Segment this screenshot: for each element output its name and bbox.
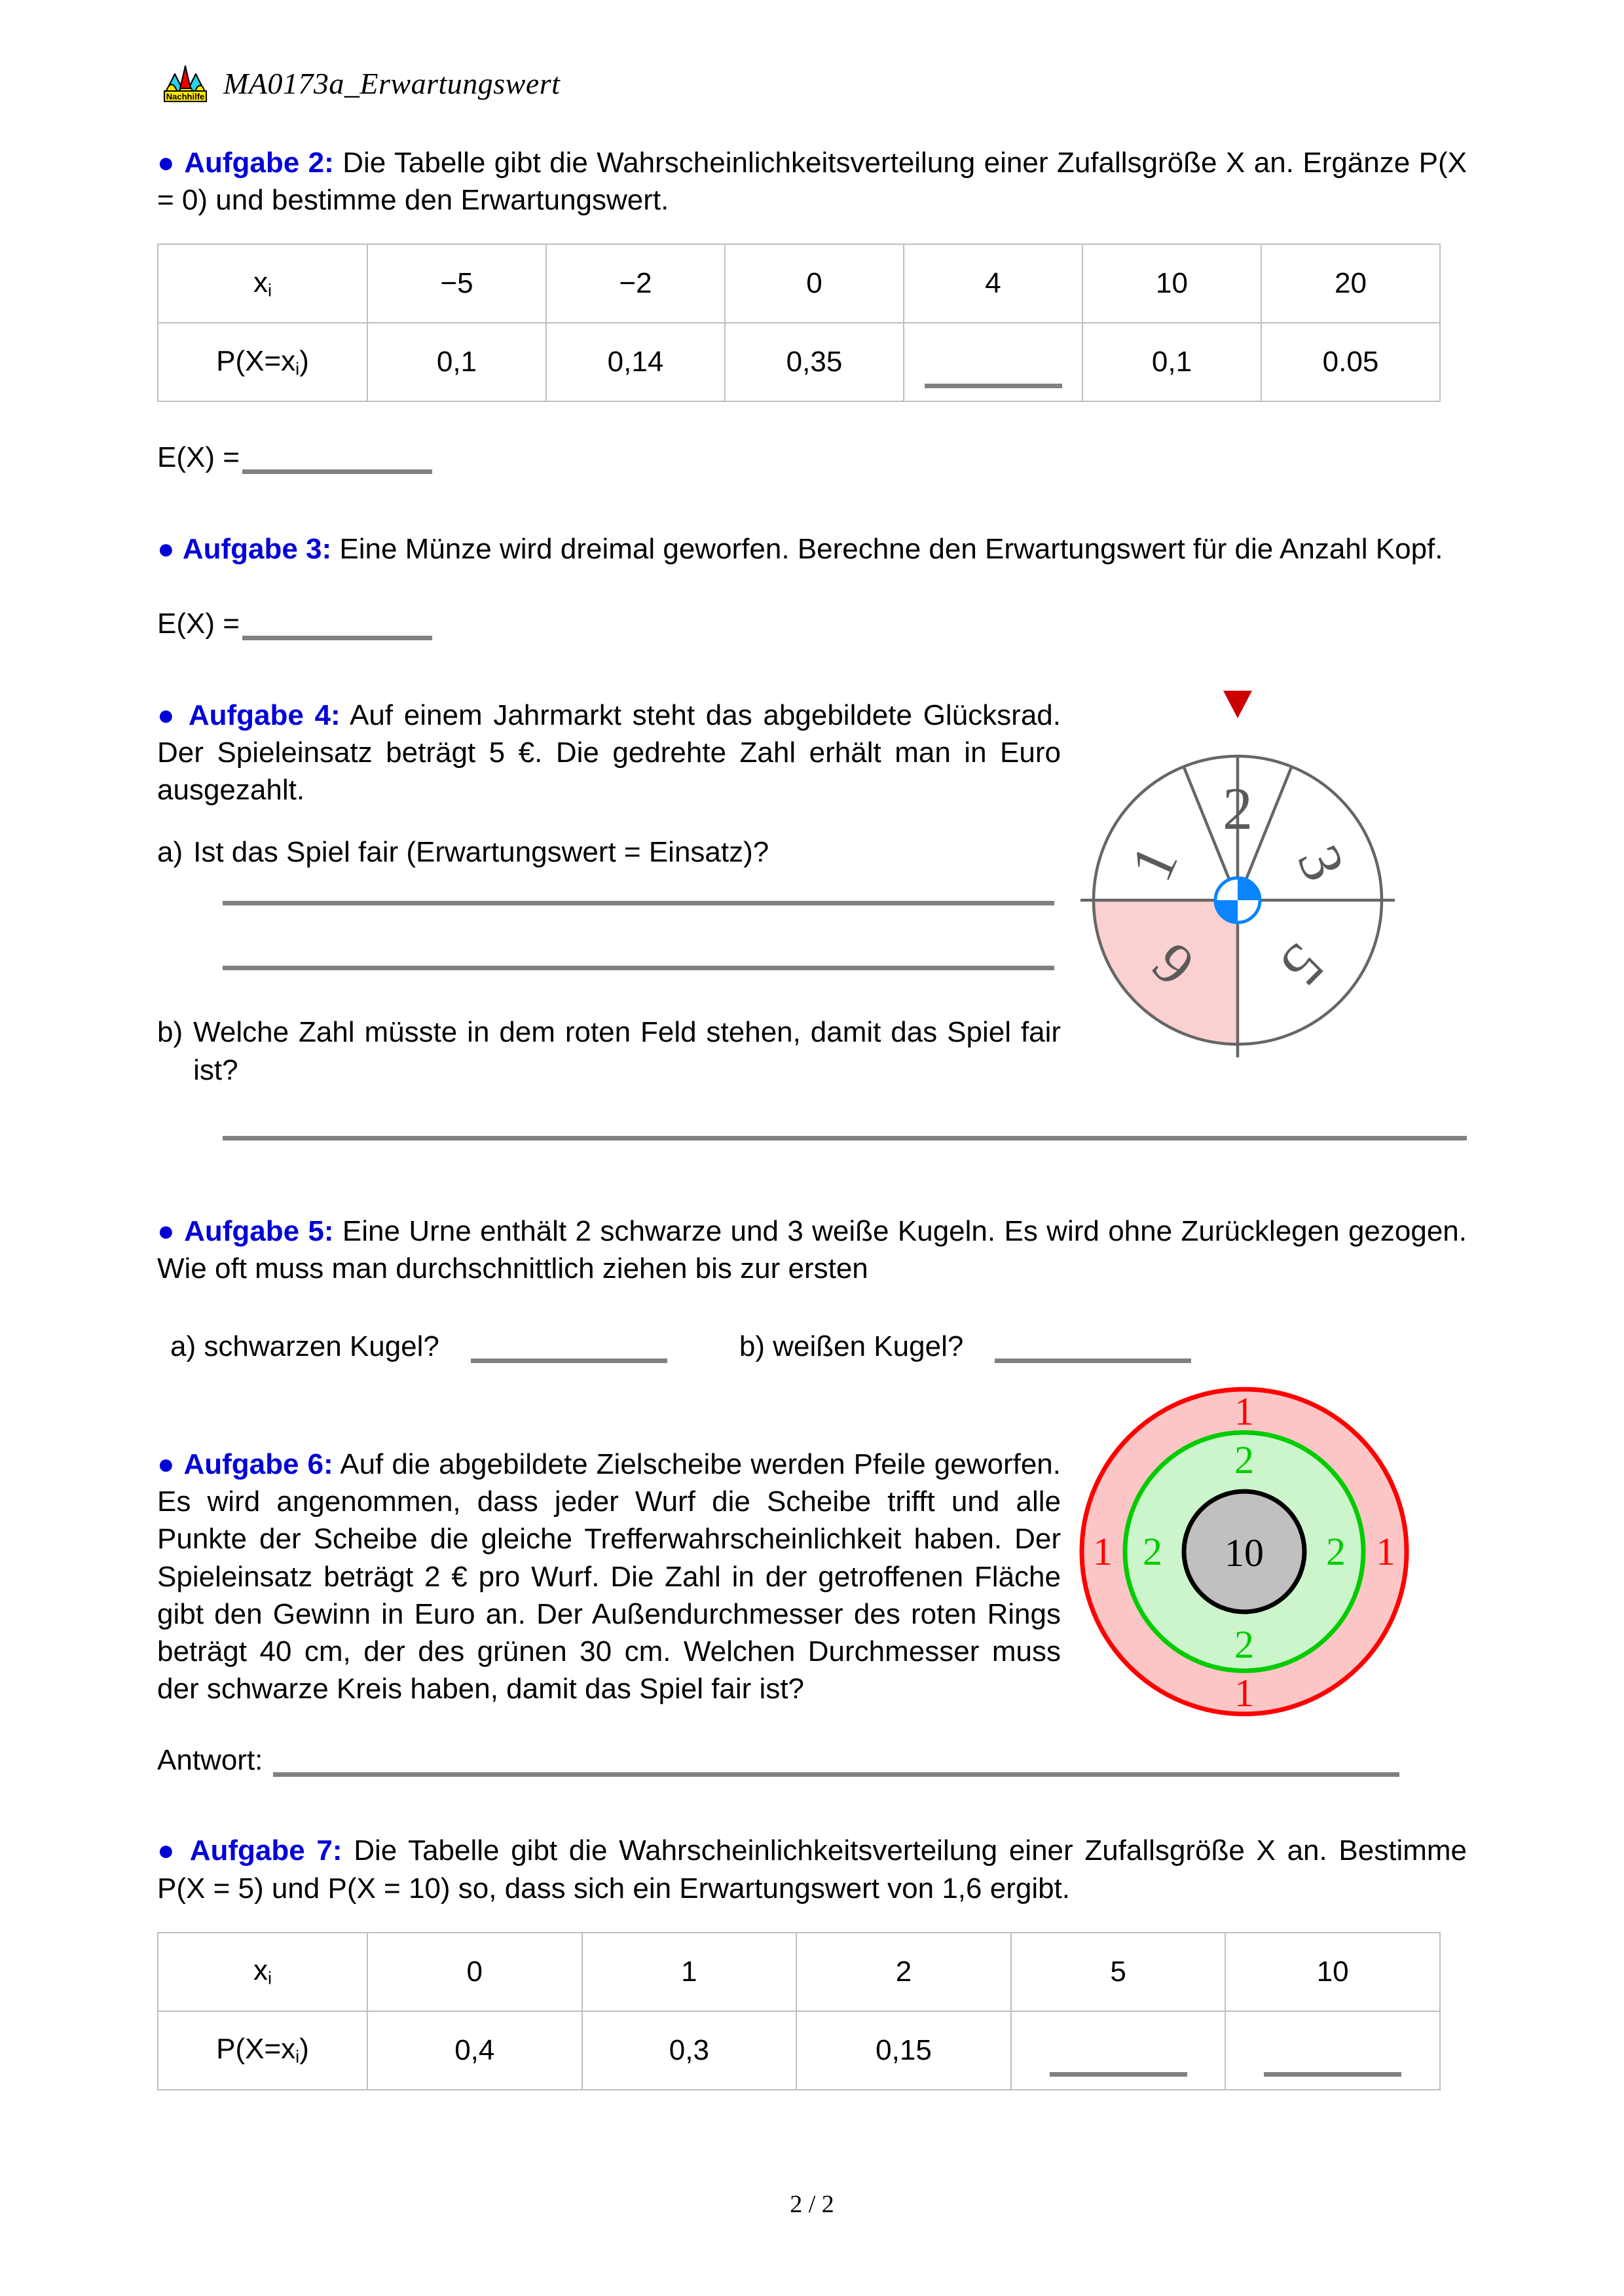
table2-xi-cell: 10 <box>1225 1933 1440 2011</box>
page-header <box>162 62 560 104</box>
task-3-paragraph <box>157 530 1467 568</box>
spinner-pointer-icon <box>1223 691 1252 718</box>
task-4b-text: Welche Zahl müsste in dem roten Feld stehen, damit das Spiel fair ist? <box>193 1016 1061 1086</box>
task-4-bullet: ● <box>157 699 178 731</box>
task-4a-label: a) <box>157 836 183 869</box>
table2-p-cell[interactable]: 0,4 <box>367 2011 582 2090</box>
wheel-sector-label-1: 1 <box>1117 835 1191 890</box>
task-4-text: Auf einem Jahrmarkt steht das abgebildete Glücksrad. Der Spieleinsatz beträgt 5 €. Die gedrehte Zahl erhält man in Euro ausgezahlt. <box>157 699 1061 806</box>
task-3-bullet: ● <box>157 533 175 566</box>
answer-line-4a-1[interactable] <box>223 901 1054 905</box>
table1-p-cell[interactable]: 0,1 <box>367 323 546 401</box>
target-label-outer-bottom: 1 <box>1234 1671 1254 1715</box>
document-title: MA0173a_Erwartungswert <box>223 66 561 100</box>
task-7-paragraph <box>157 1832 1467 1906</box>
distribution-table-2 <box>157 1932 1441 2090</box>
table-row <box>158 1933 1440 2011</box>
target-label-center: 10 <box>1225 1531 1264 1575</box>
table1-p-cell[interactable]: 0.05 <box>1261 323 1440 401</box>
table2-xi-header: $x_i$ <box>158 1933 367 2011</box>
task-5-subquestions <box>157 1330 1467 1363</box>
target-label-middle-left: 2 <box>1143 1530 1162 1573</box>
task-6-paragraph <box>157 1446 1061 1707</box>
table2-p-cell[interactable]: 0,3 <box>582 2011 797 2090</box>
table2-p-cell-blank[interactable] <box>1011 2011 1226 2090</box>
target-label-middle-right: 2 <box>1326 1530 1346 1573</box>
task-7-text: Die Tabelle gibt die Wahrscheinlichkeitsverteilung einer Zufallsgröße X an. Bestimme P(X = 5) und P(X = 10) so, dass sich ein Erwartungswert von 1,6 ergibt. <box>157 1834 1467 1904</box>
target-label-middle-bottom: 2 <box>1234 1623 1254 1666</box>
task-5b-text: b) weißen Kugel? <box>739 1330 964 1363</box>
table1-p-header: $P(X=x_i)$ <box>158 323 367 401</box>
task-4-paragraph <box>157 697 1061 809</box>
answer-blank[interactable] <box>925 384 1062 388</box>
task-4-label: Aufgabe 4: <box>188 699 341 731</box>
wheel-sector-label-6: 6 <box>1138 930 1208 1000</box>
task-7-bullet: ● <box>157 1834 179 1867</box>
table1-xi-cell: 4 <box>904 244 1082 323</box>
answer-blank[interactable] <box>1050 2072 1187 2077</box>
answer-line-6[interactable] <box>273 1772 1399 1777</box>
svg-text:Nachhilfe: Nachhilfe <box>166 92 205 101</box>
table1-xi-cell: −2 <box>546 244 725 323</box>
table2-xi-cell: 2 <box>796 1933 1011 2011</box>
answer-line-4b[interactable] <box>223 1136 1467 1140</box>
task-4a <box>157 833 1061 871</box>
table2-p-cell-blank[interactable] <box>1225 2011 1440 2090</box>
task-3-label: Aufgabe 3: <box>182 533 332 566</box>
task-5a-text: a) schwarzen Kugel? <box>170 1330 439 1363</box>
table1-xi-cell: 10 <box>1082 244 1261 323</box>
task-2-paragraph <box>157 144 1467 219</box>
table1-p-cell[interactable]: 0,35 <box>725 323 904 401</box>
target-label-outer-left: 1 <box>1093 1530 1113 1573</box>
task-5-label: Aufgabe 5: <box>184 1214 334 1247</box>
task-2-text: Die Tabelle gibt die Wahrscheinlichkeitsverteilung einer Zufallsgröße X an. Ergänze P(X = 0) und bestimme den Erwartungswert. <box>157 147 1467 217</box>
wheel-hub-icon <box>1215 878 1260 922</box>
task-4a-text: Ist das Spiel fair (Erwartungswert = Einsatz)? <box>193 836 769 869</box>
task-7-label: Aufgabe 7: <box>189 1834 342 1867</box>
wheel-sector-label-5: 5 <box>1268 930 1337 1000</box>
answer-label: Antwort: <box>157 1744 263 1777</box>
table-row <box>158 244 1440 323</box>
expected-value-line-task3 <box>157 608 1467 640</box>
answer-blank-5b[interactable] <box>995 1358 1191 1363</box>
target-figure <box>1074 1378 1414 1725</box>
target-label-middle-top: 2 <box>1234 1438 1254 1482</box>
worksheet-content <box>157 144 1467 2090</box>
wheel-sector-label-3: 3 <box>1284 835 1358 890</box>
answer-blank[interactable] <box>242 636 432 640</box>
task-2-label: Aufgabe 2: <box>184 147 334 179</box>
task-4b <box>157 1013 1061 1088</box>
table2-xi-cell: 0 <box>367 1933 582 2011</box>
distribution-table-1 <box>157 244 1441 402</box>
task-5-text: Eine Urne enthält 2 schwarze und 3 weiße Kugeln. Es wird ohne Zurücklegen gezogen. Wie oft muss man durchschnittlich ziehen bis zur ersten <box>157 1214 1467 1285</box>
ex-label: E(X) = <box>157 607 240 640</box>
task-6-bullet: ● <box>157 1448 175 1481</box>
spinner-wheel-figure <box>1074 684 1401 1057</box>
task-6-text: Auf die abgebildete Zielscheibe werden Pfeile geworfen. Es wird angenommen, dass jeder Wurf die Scheibe trifft und alle Punkte der Scheibe die gleiche Trefferwahrscheinlichkeit haben. Der Spieleinsatz beträgt 2 € pro Wurf. Die Zahl in der getroffenen Fläche gibt den Gewinn in Euro an. Der Außendurchmesser des roten Rings beträgt 40 cm, der des grünen 30 cm. Welchen Durchmesser muss der schwarze Kreis haben, damit das Spiel fair ist? <box>157 1448 1061 1705</box>
task-3-text: Eine Münze wird dreimal geworfen. Berechne den Erwartungswert für die Anzahl Kopf. <box>331 533 1443 566</box>
task-6-label: Aufgabe 6: <box>183 1448 333 1481</box>
table1-p-cell[interactable]: 0,1 <box>1082 323 1261 401</box>
table1-xi-cell: −5 <box>367 244 546 323</box>
table1-xi-cell: 20 <box>1261 244 1440 323</box>
table1-p-cell[interactable]: 0,14 <box>546 323 725 401</box>
task-5-bullet: ● <box>157 1214 175 1247</box>
page-footer: 2 / 2 <box>790 2191 834 2218</box>
answer-line-4a-2[interactable] <box>223 966 1054 970</box>
wheel-sector-label-2: 2 <box>1223 775 1253 842</box>
table1-xi-cell: 0 <box>725 244 904 323</box>
answer-blank-5a[interactable] <box>471 1358 667 1363</box>
table2-xi-cell: 1 <box>582 1933 797 2011</box>
target-label-outer-top: 1 <box>1234 1390 1254 1433</box>
table-row <box>158 2011 1440 2090</box>
ex-label: E(X) = <box>157 441 240 474</box>
expected-value-line-task2 <box>157 441 1467 474</box>
table2-p-cell[interactable]: 0,15 <box>796 2011 1011 2090</box>
answer-blank[interactable] <box>242 469 432 474</box>
task-5-paragraph <box>157 1212 1467 1287</box>
nachhilfe-logo-icon <box>162 62 209 104</box>
task-2-bullet: ● <box>157 147 175 179</box>
table-row <box>158 323 1440 401</box>
table2-xi-cell: 5 <box>1011 1933 1226 2011</box>
answer-blank[interactable] <box>1264 2072 1401 2077</box>
table2-p-header: $P(X=x_i)$ <box>158 2011 367 2090</box>
task-4b-label: b) <box>157 1016 183 1049</box>
task-6-answer-row <box>157 1744 1467 1777</box>
table1-xi-header: $x_i$ <box>158 244 367 323</box>
table1-p-cell-blank[interactable] <box>904 323 1082 401</box>
target-label-outer-right: 1 <box>1376 1530 1395 1573</box>
